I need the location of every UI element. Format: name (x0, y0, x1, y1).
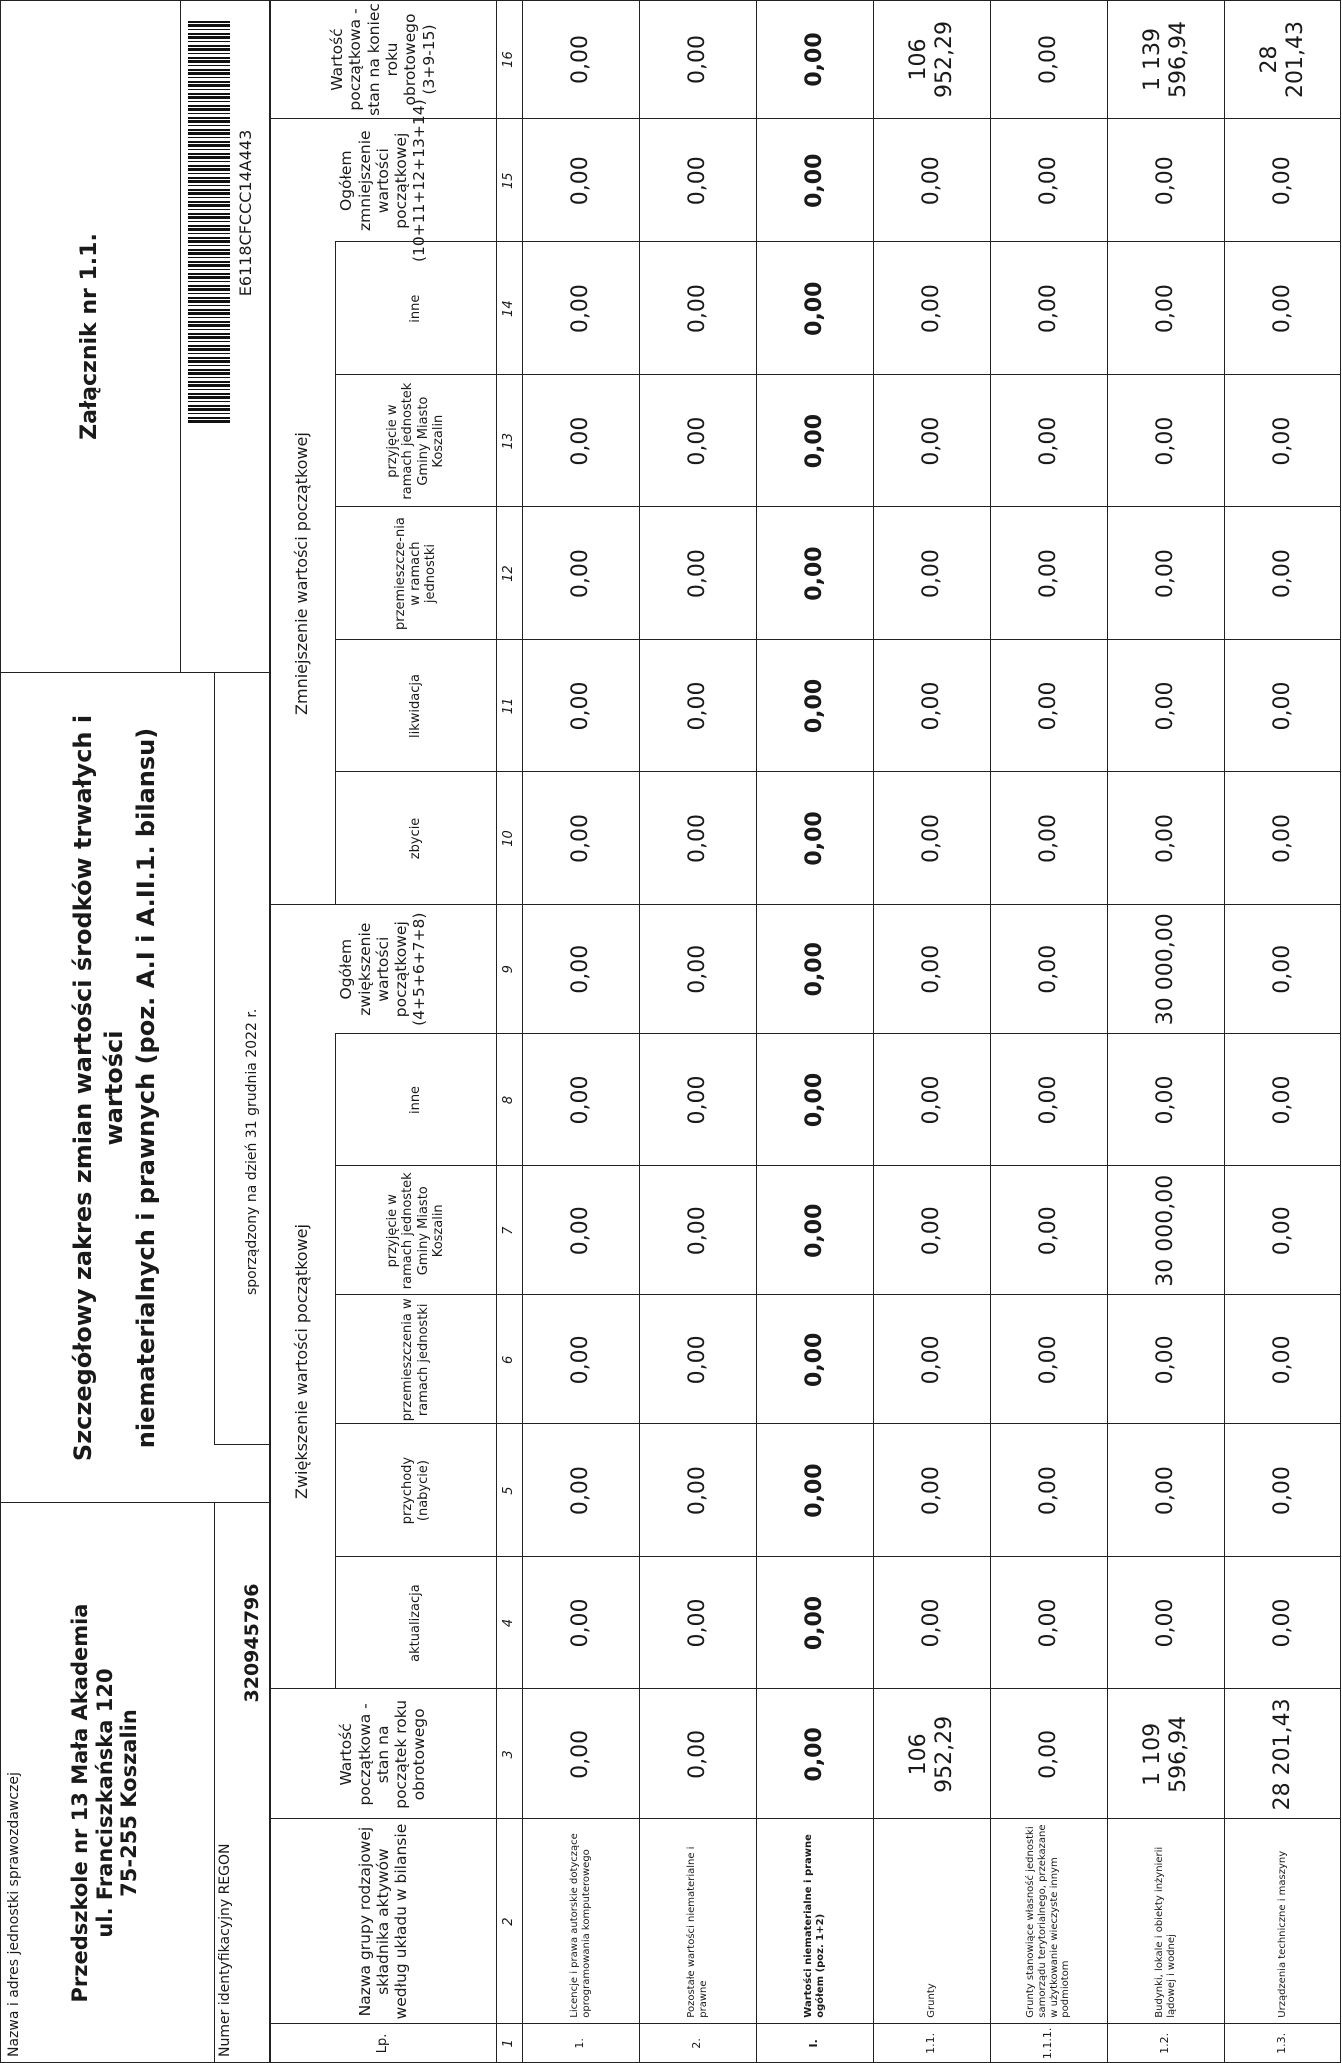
row-value-col-9: 0,00 (918, 944, 944, 994)
column-header-15: Ogółem zmniejszenie wartości początkowej (10+11+12+13+14) (337, 99, 429, 263)
barcode-bar (188, 293, 230, 294)
row-value-col-15: 0,00 (801, 153, 827, 208)
row-lp: 1. (573, 2038, 587, 2049)
barcode-bar (188, 177, 230, 179)
row-value-col-4: 0,00 (1152, 1598, 1178, 1648)
row-value-col-14: 0,00 (801, 281, 827, 336)
barcode-bar (188, 197, 230, 198)
unit-name-line-1: Przedszkole nr 13 Mała Akademia (67, 1603, 92, 2003)
row-value-col-13: 0,00 (801, 413, 827, 469)
barcode-bar (188, 120, 230, 123)
column-number-10: 10 (501, 830, 517, 847)
barcode-bar (188, 48, 230, 51)
barcode-bar (188, 180, 230, 183)
row-value-col-14: 0,00 (684, 284, 710, 334)
barcode-bar (188, 173, 230, 174)
row-value-col-14: 0,00 (567, 284, 593, 334)
column-header-12: przemieszcze-nia w ramach jednostki (392, 517, 439, 630)
barcode-bar (188, 33, 230, 35)
barcode-bar (188, 108, 230, 111)
row-value-col-9: 0,00 (1269, 944, 1295, 994)
barcode-bar (188, 137, 230, 138)
barcode-bar (188, 333, 230, 335)
barcode-bar (188, 192, 230, 195)
row-value-col-13: 0,00 (684, 416, 710, 466)
row-value-col-12: 0,00 (684, 549, 710, 599)
row-value-col-5: 0,00 (1269, 1466, 1295, 1516)
barcode-bar (188, 69, 230, 71)
barcode-bar (188, 257, 230, 258)
row-value-col-15: 0,00 (567, 156, 593, 206)
row-value-col-11: 0,00 (567, 681, 593, 731)
barcode-bar (188, 336, 230, 339)
row-value-col-16: 28 201,43 (1256, 21, 1308, 98)
barcode-bar (188, 312, 230, 315)
barcode-bar (188, 209, 230, 210)
column-header-7: przyjęcie w ramach jednostek Gminy Miasto Koszalin (384, 1172, 446, 1290)
row-value-col-14: 0,00 (1035, 284, 1061, 334)
row-value-col-10: 0,00 (567, 813, 593, 863)
row-value-col-6: 0,00 (1035, 1335, 1061, 1385)
barcode-bar (188, 141, 230, 143)
column-number-8: 8 (501, 1095, 517, 1105)
prepared-line (236, 673, 268, 1445)
barcode-bar (188, 317, 230, 318)
row-value-col-5: 0,00 (567, 1466, 593, 1516)
row-value-col-15: 0,00 (1152, 156, 1178, 206)
barcode-bar (188, 417, 230, 419)
barcode-bar (188, 252, 230, 255)
row-value-col-10: 0,00 (684, 813, 710, 863)
column-number-11: 11 (501, 697, 517, 715)
row-value-col-11: 0,00 (801, 678, 827, 734)
row-value-col-6: 0,00 (918, 1335, 944, 1385)
row-value-col-5: 0,00 (1152, 1466, 1178, 1516)
barcode-bar (188, 93, 230, 95)
row-value-col-5: 0,00 (1035, 1466, 1061, 1516)
prepared-suffix: r. (243, 1008, 260, 1018)
barcode-bar (188, 72, 230, 75)
barcode-bar (188, 84, 230, 87)
barcode-bar (188, 225, 230, 227)
barcode-bar (188, 89, 230, 90)
row-value-col-7: 0,00 (684, 1206, 710, 1256)
column-divider (335, 1033, 1341, 1034)
barcode-bar (188, 161, 230, 162)
row-name: Urządzenia techniczne i maszyny (1276, 1850, 1288, 2018)
report-title-line-1: Szczegółowy zakres zmian wartości środków trwałych i wartości (69, 714, 129, 1462)
row-value-col-12: 0,00 (1269, 549, 1295, 599)
row-name: Licencje i prawa autorskie dotyczące oprogramowania komputerowego (568, 1833, 592, 2018)
row-value-col-16: 0,00 (567, 35, 593, 84)
barcode-bar (188, 384, 230, 387)
barcode-bar (188, 393, 230, 395)
barcode-bar (188, 53, 230, 54)
column-number-5: 5 (501, 1486, 517, 1495)
barcode-bar (188, 149, 230, 150)
barcode-bar (188, 168, 230, 171)
barcode-bar (188, 57, 230, 59)
row-value-col-16: 0,00 (801, 32, 827, 87)
row-value-col-6: 0,00 (567, 1335, 593, 1385)
barcode-bar (188, 105, 230, 107)
row-value-col-5: 0,00 (918, 1466, 944, 1516)
row-value-col-9: 0,00 (684, 944, 710, 994)
barcode-bar (188, 201, 230, 203)
row-value-col-8: 0,00 (1269, 1075, 1295, 1125)
row-value-col-11: 0,00 (684, 681, 710, 731)
row-value-col-11: 0,00 (1035, 681, 1061, 731)
row-value-col-12: 0,00 (1152, 549, 1178, 599)
prepared-divider (214, 673, 215, 1445)
row-value-col-16: 0,00 (684, 35, 710, 84)
decrease-group-header: Zmniejszenie wartości początkowej (292, 432, 312, 715)
row-value-col-5: 0,00 (684, 1466, 710, 1516)
unit-name-line-3: 75-255 Koszalin (117, 1709, 142, 1897)
row-value-col-6: 0,00 (684, 1335, 710, 1385)
column-header-4: aktualizacja (407, 1584, 423, 1662)
row-value-col-3: 28 201,43 (1269, 1698, 1295, 1811)
column-header-10: zbycie (407, 817, 423, 860)
column-header-3: Wartość początkowa - stan na początek roku obrotowego (337, 1699, 429, 1809)
row-value-col-10: 0,00 (1269, 813, 1295, 863)
column-number-6: 6 (501, 1355, 517, 1364)
column-number-1: 1 (501, 2039, 517, 2048)
column-divider (335, 1165, 1341, 1166)
row-value-col-12: 0,00 (567, 549, 593, 599)
barcode-bar (188, 269, 230, 270)
barcode-bar (188, 381, 230, 383)
barcode-bar (188, 213, 230, 215)
row-value-col-4: 0,00 (1269, 1598, 1295, 1648)
row-value-col-9: 0,00 (801, 942, 827, 997)
barcode-bar (188, 249, 230, 251)
barcode-bar (188, 240, 230, 243)
column-number-14: 14 (501, 300, 517, 317)
row-lp: I. (807, 2039, 821, 2048)
unit-name-line-2: ul. Franciszkańska 120 (92, 1668, 117, 1938)
barcode-bar (188, 101, 230, 102)
column-header-13: przyjęcie w ramach jednostek Gminy Miasto Koszalin (384, 382, 446, 500)
row-value-col-8: 0,00 (1152, 1075, 1178, 1125)
row-value-col-3: 0,00 (684, 1729, 710, 1779)
barcode-bar (188, 45, 230, 47)
row-value-col-3: 0,00 (1035, 1729, 1061, 1779)
barcode-bar (188, 396, 230, 399)
barcode-bar (188, 377, 230, 378)
increase-group-header: Zwiększenie wartości początkowej (292, 1224, 312, 1499)
row-value-col-14: 0,00 (918, 284, 944, 334)
row-value-col-9: 30 000,00 (1152, 913, 1178, 1026)
column-divider (270, 1688, 1341, 1689)
barcode-bar (188, 144, 230, 147)
barcode-bar (188, 273, 230, 275)
row-value-col-15: 0,00 (1269, 156, 1295, 206)
row-value-col-16: 1 139 596,94 (1139, 21, 1191, 98)
column-divider (335, 1556, 1341, 1557)
column-divider (335, 374, 1341, 375)
row-value-col-12: 0,00 (1035, 549, 1061, 599)
barcode-bar (188, 401, 230, 402)
barcode-bar (188, 77, 230, 78)
column-header-8: inne (407, 1085, 423, 1115)
barcode-bar (188, 264, 230, 267)
row-value-col-9: 0,00 (567, 944, 593, 994)
barcode-bar (188, 288, 230, 291)
barcode-bar (188, 165, 230, 167)
barcode-bar (188, 372, 230, 375)
barcode-bar (188, 153, 230, 155)
barcode-bar (188, 357, 230, 359)
column-number-16: 16 (501, 51, 517, 68)
barcode-bar (188, 132, 230, 135)
barcode-bar (188, 321, 230, 323)
row-name: Wartości niematerialne i prawne ogółem (poz. 1+2) (802, 1834, 826, 2018)
barcode-bar (188, 276, 230, 279)
column-header-1: Lp. (375, 2033, 391, 2054)
row-value-col-7: 30 000,00 (1152, 1174, 1178, 1287)
column-number-2: 2 (501, 1917, 517, 1926)
column-number-9: 9 (501, 965, 517, 974)
prepared-date: 31 grudnia 2022 (243, 1022, 260, 1139)
row-value-col-3: 1 109 596,94 (1139, 1715, 1191, 1793)
barcode-bar (188, 245, 230, 246)
barcode-bar (188, 297, 230, 299)
unit-label: Nazwa i adres jednostki sprawozdawczej (5, 1772, 22, 2057)
barcode-bar (188, 408, 230, 411)
column-divider (270, 904, 1341, 905)
row-value-col-16: 0,00 (1035, 35, 1061, 84)
column-number-15: 15 (501, 172, 517, 189)
report-title (60, 673, 170, 1503)
barcode-bar (188, 81, 230, 83)
barcode-bar (188, 329, 230, 330)
barcode-bar (188, 189, 230, 191)
barcode-bar (188, 156, 230, 159)
row-value-col-4: 0,00 (1035, 1598, 1061, 1648)
row-value-col-10: 0,00 (1152, 813, 1178, 863)
row-value-col-3: 0,00 (801, 1727, 827, 1782)
barcode-bar (188, 389, 230, 390)
row-value-col-8: 0,00 (684, 1075, 710, 1125)
barcode-bar (188, 228, 230, 231)
row-value-col-6: 0,00 (801, 1332, 827, 1387)
row-value-col-16: 106 952,29 (905, 21, 957, 98)
column-header-9: Ogółem zwiększenie wartości początkowej (4+5+6+7+8) (337, 912, 429, 1026)
row-value-col-5: 0,00 (801, 1463, 827, 1518)
column-number-12: 12 (501, 565, 517, 582)
row-value-col-10: 0,00 (918, 813, 944, 863)
row-value-col-8: 0,00 (801, 1072, 827, 1128)
barcode-bar (188, 360, 230, 363)
row-value-col-10: 0,00 (801, 811, 827, 866)
barcode-bar (188, 221, 230, 222)
barcode-bar (188, 29, 230, 30)
column-number-13: 13 (501, 432, 517, 450)
annex-title: Załącznik nr 1.1. (77, 233, 103, 440)
barcode-icon (188, 13, 230, 423)
row-value-col-7: 0,00 (918, 1206, 944, 1256)
column-divider (335, 639, 1341, 640)
barcode-bar (188, 405, 230, 407)
column-divider (335, 771, 1341, 772)
barcode-bar (188, 305, 230, 306)
row-lp: 1.3. (1275, 2032, 1289, 2054)
row-value-col-10: 0,00 (1035, 813, 1061, 863)
barcode-bar (188, 309, 230, 311)
barcode-text: E6118CFCCC14A443 (235, 129, 255, 297)
row-value-col-4: 0,00 (684, 1598, 710, 1648)
row-value-col-11: 0,00 (1269, 681, 1295, 731)
row-value-col-13: 0,00 (1152, 416, 1178, 466)
annex-bottom-divider (180, 0, 181, 673)
barcode-bar (188, 345, 230, 347)
row-value-col-15: 0,00 (918, 156, 944, 206)
column-divider (335, 506, 1341, 507)
barcode-bar (188, 113, 230, 114)
barcode-bar (188, 365, 230, 366)
barcode-bar (188, 36, 230, 39)
barcode-bar (188, 353, 230, 354)
row-value-col-9: 0,00 (1035, 944, 1061, 994)
annex-inner-divider (180, 672, 270, 673)
column-header-16: Wartość początkowa - stan na koniec roku obrotowego (3+9-15) (328, 3, 438, 116)
row-lp: 1.1.1. (1041, 2027, 1055, 2060)
barcode-bar (188, 204, 230, 207)
row-value-col-12: 0,00 (918, 549, 944, 599)
barcode-bar (188, 60, 230, 63)
column-number-4: 4 (501, 1618, 517, 1628)
row-value-col-6: 0,00 (1269, 1335, 1295, 1385)
column-header-14: inne (407, 294, 423, 323)
row-value-col-4: 0,00 (801, 1595, 827, 1651)
row-value-col-13: 0,00 (918, 416, 944, 466)
barcode-bar (188, 324, 230, 327)
column-number-3: 3 (501, 1750, 517, 1759)
barcode-bar (188, 96, 230, 99)
row-value-col-8: 0,00 (567, 1075, 593, 1125)
barcode-bar (188, 300, 230, 303)
column-header-11: likwidacja (407, 674, 423, 738)
column-header-6: przemieszczenia w ramach jednostki (400, 1298, 431, 1422)
row-value-col-13: 0,00 (1035, 416, 1061, 466)
row-value-col-7: 0,00 (567, 1206, 593, 1256)
barcode-bar (188, 117, 230, 119)
barcode-bar (188, 348, 230, 351)
column-number-7: 7 (501, 1226, 517, 1235)
prepared-label: sporządzony na dzień (243, 1142, 260, 1295)
row-name: Grunty stanowiące własność jednostki samorządu terytorialnego, przekazane w użytkowanie wieczyste innym podmiotom (1024, 1824, 1072, 2018)
barcode-bar (188, 233, 230, 234)
row-lp: 1.1. (924, 2032, 938, 2054)
row-name: Pozostałe wartości niematerialne i prawne (685, 1846, 709, 2018)
row-lp: 1.2. (1158, 2032, 1172, 2054)
row-value-col-4: 0,00 (567, 1598, 593, 1648)
unit-name (30, 1543, 180, 2063)
row-value-col-13: 0,00 (1269, 416, 1295, 466)
row-value-col-7: 0,00 (801, 1203, 827, 1258)
row-value-col-3: 0,00 (567, 1729, 593, 1779)
row-name: Budynki, lokale i obiekty inżynierii lądowej i wodnej (1153, 1846, 1177, 2018)
column-divider (335, 1294, 1341, 1295)
barcode-bar (188, 285, 230, 287)
barcode-bar (188, 281, 230, 282)
row-value-col-12: 0,00 (801, 546, 827, 601)
row-value-col-15: 0,00 (1035, 156, 1061, 206)
column-divider (270, 1818, 1341, 1819)
row-value-col-11: 0,00 (1152, 681, 1178, 731)
barcode-bar (188, 21, 230, 23)
report-title-line-2: niematerialnych i prawnych (poz. A.I i A.II.1. bilansu) (131, 727, 160, 1449)
barcode-bar (188, 369, 230, 371)
row-lp: 2. (690, 2038, 704, 2049)
row-value-col-11: 0,00 (918, 681, 944, 731)
row-value-col-14: 0,00 (1152, 284, 1178, 334)
column-divider (270, 118, 1341, 119)
row-value-col-13: 0,00 (567, 416, 593, 466)
row-value-col-8: 0,00 (1035, 1075, 1061, 1125)
row-value-col-14: 0,00 (1269, 284, 1295, 334)
barcode-bar (188, 261, 230, 263)
row-value-col-7: 0,00 (1269, 1206, 1295, 1256)
barcode-bar (188, 24, 230, 27)
regon-label: Numer identyfikacyjny REGON (216, 1843, 233, 2057)
barcode-bar (188, 413, 230, 414)
row-value-col-7: 0,00 (1035, 1206, 1061, 1256)
barcode-bar (188, 341, 230, 342)
row-value-col-3: 106 952,29 (905, 1715, 957, 1793)
barcode-bar (188, 65, 230, 66)
column-header-5: przychody (nabycie) (400, 1456, 431, 1525)
regon-number: 320945796 (240, 1583, 263, 1703)
column-header-2: Nazwa grupy rodzajowej składnika aktywów według układu w bilansie (355, 1823, 411, 2020)
barcode-bar (188, 41, 230, 42)
barcode-bar (188, 216, 230, 219)
row-name: Grunty (925, 1983, 937, 2018)
barcode-bar (188, 129, 230, 131)
barcode-bar (188, 237, 230, 239)
barcode-bar (188, 185, 230, 186)
row-value-col-8: 0,00 (918, 1075, 944, 1125)
barcode-bar (188, 420, 230, 423)
row-value-col-4: 0,00 (918, 1598, 944, 1648)
column-divider (335, 1423, 1341, 1424)
barcode-bar (188, 125, 230, 126)
column-divider (335, 241, 1341, 242)
row-value-col-6: 0,00 (1152, 1335, 1178, 1385)
row-value-col-15: 0,00 (684, 156, 710, 206)
